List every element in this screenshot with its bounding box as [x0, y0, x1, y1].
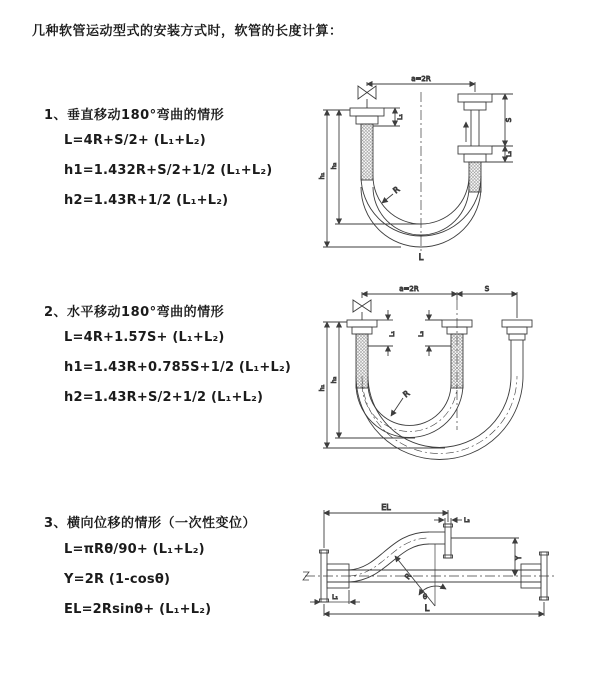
dim-label-l2: L₂ [418, 331, 425, 337]
hose-u-bend-position-1 [356, 384, 463, 438]
dim-label-h2: h₂ [330, 162, 338, 170]
dim-label-h1: h₁ [318, 384, 326, 392]
dim-label-h2: h₂ [330, 376, 338, 384]
dim-label-s: S [505, 117, 513, 123]
dim-label-r: R [401, 388, 412, 400]
section-2-heading: 2、水平移动180°弯曲的情形 [44, 305, 225, 320]
section-1-heading: 1、垂直移动180°弯曲的情形 [44, 108, 225, 123]
dimension-a2r [362, 292, 517, 318]
section-3-heading: 3、横向位移的情形（一次性变位） [44, 516, 257, 531]
section-1-formula-h1: h1=1.432R+S/2+1/2 (L₁+L₂) [64, 163, 273, 178]
dim-label-h1: h₁ [318, 172, 326, 180]
dim-label-l1: L₁ [397, 114, 404, 120]
moving-end-pipe-position-2 [502, 320, 532, 376]
diagram-horizontal-movement [305, 280, 590, 472]
dim-label-l2: L₂ [464, 517, 470, 524]
dimension-el [324, 510, 448, 548]
hose-braid-middle [451, 334, 463, 388]
radius-leader [391, 398, 403, 416]
section-3-formula-EL: EL=2Rsinθ+ (L₁+L₂) [64, 602, 212, 617]
dim-label-r: R [402, 571, 414, 582]
radius-leader [382, 194, 393, 203]
hose-braid-left [361, 124, 373, 180]
section-3-formula-L: L=πRθ/90+ (L₁+L₂) [64, 542, 205, 557]
fixed-end-pipe [350, 108, 384, 180]
dim-label-l2: L₂ [506, 151, 513, 157]
dim-label-el: EL [381, 503, 391, 512]
moving-end-pipe-position-1 [442, 320, 472, 388]
hose-displaced-position [349, 524, 453, 582]
moving-end-pipe [458, 94, 492, 192]
valve-icon [353, 300, 371, 320]
diagram-vertical-movement [305, 70, 590, 262]
dim-label-r: R [391, 184, 402, 196]
dim-label-l: L [424, 604, 430, 614]
dim-label-l1: L₁ [332, 594, 338, 601]
dim-label-theta: θ [422, 593, 428, 601]
dim-label-a2r: a=2R [411, 75, 431, 83]
dim-label-l: L [418, 253, 424, 262]
section-2-formula-h2: h2=1.43R+S/2+1/2 (L₁+L₂) [64, 390, 264, 405]
hose-braid-right [469, 162, 481, 192]
hose-u-bend-position-2 [356, 376, 523, 460]
dim-label-y: Y [514, 555, 523, 561]
dimension-a2r [367, 82, 475, 92]
dimension-h1-h2 [323, 322, 445, 448]
diagram-lateral-displacement [293, 498, 600, 650]
valve-icon [358, 86, 376, 108]
page-title: 几种软管运动型式的安装方式时，软管的长度计算： [32, 24, 343, 39]
section-1-formula-h2: h2=1.43R+1/2 (L₁+L₂) [64, 193, 229, 208]
dimension-l1 [373, 108, 400, 126]
section-2-formula-L: L=4R+1.57S+ (L₁+L₂) [64, 330, 225, 345]
section-1-formula-L: L=4R+S/2+ (L₁+L₂) [64, 133, 206, 148]
section-2-formula-h1: h1=1.43R+0.785S+1/2 (L₁+L₂) [64, 360, 292, 375]
dim-label-s: S [484, 285, 490, 293]
dim-label-a2r: a=2R [399, 285, 419, 293]
section-3-formula-Y: Y=2R (1-cosθ) [64, 572, 171, 587]
dim-label-l1: L₁ [389, 331, 396, 337]
